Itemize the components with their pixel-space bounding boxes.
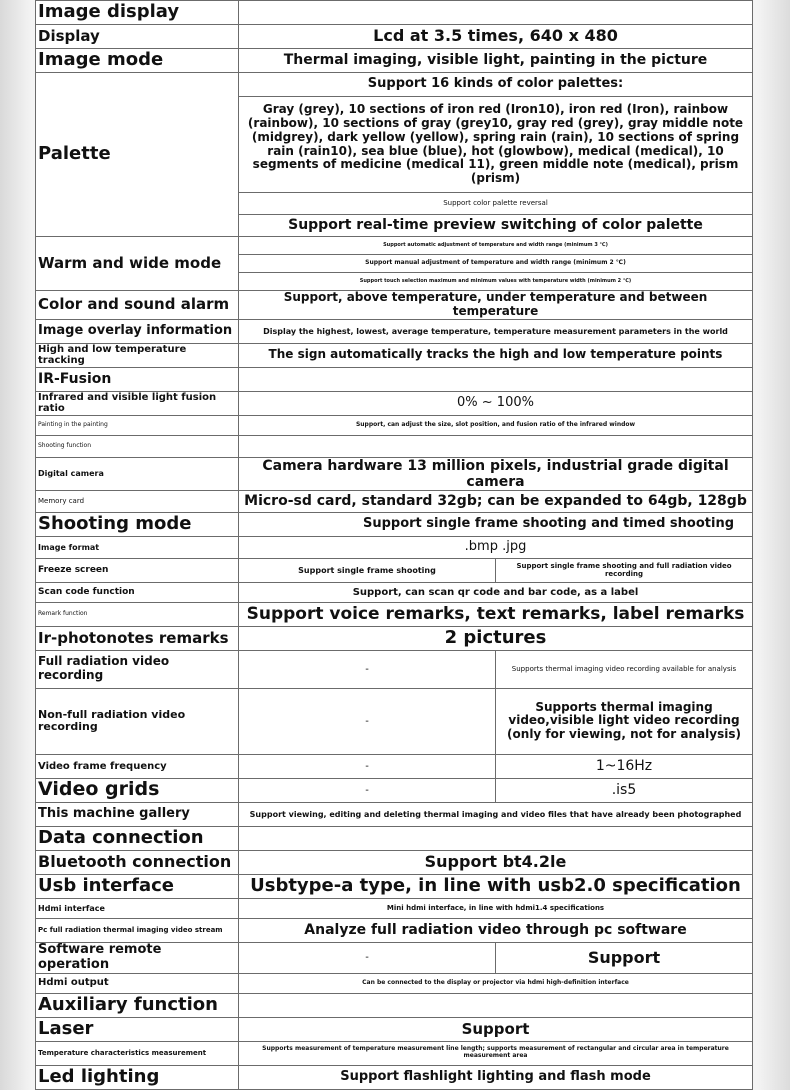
row-value-freeze-2: Support single frame shooting and full radiation video recording xyxy=(496,558,753,582)
table-row xyxy=(36,918,753,942)
row-label-hdmi-interface: Hdmi interface xyxy=(36,898,239,918)
palette-reversal-text: Support color palette reversal xyxy=(239,193,753,215)
table-row xyxy=(36,850,753,874)
palette-count-text: Support 16 kinds of color palettes: xyxy=(239,73,753,97)
section-title-image-display: Image display xyxy=(36,1,239,25)
row-value-remark: Support voice remarks, text remarks, label remarks xyxy=(239,602,753,626)
row-value-display: Lcd at 3.5 times, 640 x 480 xyxy=(239,25,753,49)
table-row xyxy=(36,778,753,802)
row-value-remote-2: Support xyxy=(496,942,753,973)
table-row xyxy=(36,343,753,367)
row-value-pc-stream: Analyze full radiation video through pc software xyxy=(239,918,753,942)
table-row xyxy=(36,1041,753,1065)
table-row xyxy=(36,512,753,536)
row-label-hdmi-output: Hdmi output xyxy=(36,973,239,993)
row-value-memory-card: Micro-sd card, standard 32gb; can be expanded to 64gb, 128gb xyxy=(239,490,753,512)
table-row xyxy=(36,457,753,490)
section-row-data-connection xyxy=(36,826,753,850)
row-value-digital-camera: Camera hardware 13 million pixels, industrial grade digital camera xyxy=(239,457,753,490)
section-row-ir-fusion xyxy=(36,367,753,391)
table-row xyxy=(36,73,753,97)
row-value-shooting-mode: Support single frame shooting and timed shooting xyxy=(239,512,753,536)
row-label-remote: Software remote operation xyxy=(36,942,239,973)
row-value-video-grids-1: - xyxy=(239,778,496,802)
row-label-temp-char: Temperature characteristics measurement xyxy=(36,1041,239,1065)
table-row xyxy=(36,291,753,320)
row-value-nonfull-video-2: Supports thermal imaging video,visible light video recording (only for viewing, not for analysis) xyxy=(496,688,753,754)
row-label-freeze: Freeze screen xyxy=(36,558,239,582)
table-row xyxy=(36,1017,753,1041)
table-row xyxy=(36,688,753,754)
row-label-bluetooth: Bluetooth connection xyxy=(36,850,239,874)
table-row xyxy=(36,391,753,415)
table-row xyxy=(36,25,753,49)
section-title-auxiliary-function: Auxiliary function xyxy=(36,993,239,1017)
spec-table xyxy=(35,0,753,1090)
row-value-video-grids-2: .is5 xyxy=(496,778,753,802)
table-row xyxy=(36,754,753,778)
row-value-full-video-2: Supports thermal imaging video recording available for analysis xyxy=(496,650,753,688)
row-label-nonfull-video: Non-full radiation video recording xyxy=(36,688,239,754)
row-value-frame-freq-1: - xyxy=(239,754,496,778)
row-value-temp-char: Supports measurement of temperature measurement line length; supports measurement of rectangular and circular area in temperature measurement area xyxy=(239,1041,753,1065)
row-value-image-format: .bmp .jpg xyxy=(239,536,753,558)
warm-wide-auto-text: Support automatic adjustment of temperature and width range (minimum 3 ℃) xyxy=(239,237,753,255)
row-label-pc-stream: Pc full radiation thermal imaging video stream xyxy=(36,918,239,942)
table-row xyxy=(36,874,753,898)
row-label-image-mode: Image mode xyxy=(36,49,239,73)
table-row xyxy=(36,415,753,435)
row-value-remote-1: - xyxy=(239,942,496,973)
row-label-led: Led lighting xyxy=(36,1065,239,1089)
row-value-freeze-1: Support single frame shooting xyxy=(239,558,496,582)
row-label-shooting-mode: Shooting mode xyxy=(36,512,239,536)
table-row xyxy=(36,973,753,993)
row-label-usb: Usb interface xyxy=(36,874,239,898)
row-value-overlay: Display the highest, lowest, average temperature, temperature measurement parameters in the world xyxy=(239,319,753,343)
row-value-full-video-1: - xyxy=(239,650,496,688)
row-label-display: Display xyxy=(36,25,239,49)
palette-preview-text: Support real-time preview switching of color palette xyxy=(239,215,753,237)
table-row xyxy=(36,650,753,688)
row-label-pip: Painting in the painting xyxy=(36,415,239,435)
section-row-auxiliary-function xyxy=(36,993,753,1017)
row-value-scan-code: Support, can scan qr code and bar code, as a label xyxy=(239,582,753,602)
warm-wide-touch-text: Support touch selection maximum and minimum values with temperature width (minimum 2 ℃) xyxy=(239,273,753,291)
row-label-image-format: Image format xyxy=(36,536,239,558)
palette-list-text: Gray (grey), 10 sections of iron red (Iron10), iron red (Iron), rainbow (rainbow), 10 sections of gray (grey10, gray red (grey), gray middle note (midgrey), dark yellow (yellow), spring rain (rain), 10 sections of spring rain (rain10), sea blue (blue), hot (glowbow), medical (medical), 10 segments of medicine (medical 11), green middle note (medical), prism (prism) xyxy=(239,97,753,193)
section-row-shooting-function xyxy=(36,435,753,457)
row-label-tracking: High and low temperature tracking xyxy=(36,343,239,367)
row-value-color-alarm: Support, above temperature, under temperature and between temperature xyxy=(239,291,753,320)
row-label-overlay: Image overlay information xyxy=(36,319,239,343)
row-value-fusion-ratio: 0% ~ 100% xyxy=(239,391,753,415)
row-value-laser: Support xyxy=(239,1017,753,1041)
row-label-gallery: This machine gallery xyxy=(36,802,239,826)
table-row xyxy=(36,626,753,650)
row-value-led: Support flashlight lighting and flash mode xyxy=(239,1065,753,1089)
table-row xyxy=(36,582,753,602)
row-value-usb: Usbtype-a type, in line with usb2.0 specification xyxy=(239,874,753,898)
table-row xyxy=(36,558,753,582)
table-row xyxy=(36,319,753,343)
row-label-scan-code: Scan code function xyxy=(36,582,239,602)
row-value-tracking: The sign automatically tracks the high and low temperature points xyxy=(239,343,753,367)
table-row xyxy=(36,536,753,558)
row-value-hdmi-output: Can be connected to the display or projector via hdmi high-definition interface xyxy=(239,973,753,993)
row-value-image-mode: Thermal imaging, visible light, painting in the picture xyxy=(239,49,753,73)
table-row xyxy=(36,49,753,73)
row-value-nonfull-video-1: - xyxy=(239,688,496,754)
row-value-hdmi-interface: Mini hdmi interface, in line with hdmi1.4 specifications xyxy=(239,898,753,918)
row-label-video-grids: Video grids xyxy=(36,778,239,802)
row-label-memory-card: Memory card xyxy=(36,490,239,512)
row-label-photonotes: Ir-photonotes remarks xyxy=(36,626,239,650)
row-label-warm-wide: Warm and wide mode xyxy=(36,237,239,291)
row-label-digital-camera: Digital camera xyxy=(36,457,239,490)
section-title-data-connection: Data connection xyxy=(36,826,239,850)
row-label-fusion-ratio: Infrared and visible light fusion ratio xyxy=(36,391,239,415)
row-label-frame-freq: Video frame frequency xyxy=(36,754,239,778)
row-value-frame-freq-2: 1~16Hz xyxy=(496,754,753,778)
table-row xyxy=(36,942,753,973)
section-title-ir-fusion: IR-Fusion xyxy=(36,367,239,391)
row-label-laser: Laser xyxy=(36,1017,239,1041)
warm-wide-manual-text: Support manual adjustment of temperature and width range (minimum 2 ℃) xyxy=(239,255,753,273)
table-row xyxy=(36,898,753,918)
table-row xyxy=(36,1065,753,1089)
table-row xyxy=(36,490,753,512)
row-label-full-video: Full radiation video recording xyxy=(36,650,239,688)
row-label-remark: Remark function xyxy=(36,602,239,626)
section-title-shooting-function: Shooting function xyxy=(36,435,239,457)
row-value-photonotes: 2 pictures xyxy=(239,626,753,650)
section-row-image-display xyxy=(36,1,753,25)
table-row xyxy=(36,237,753,255)
row-value-gallery: Support viewing, editing and deleting thermal imaging and video files that have already been photographed xyxy=(239,802,753,826)
table-row xyxy=(36,602,753,626)
row-label-color-alarm: Color and sound alarm xyxy=(36,291,239,320)
row-label-palette: Palette xyxy=(36,73,239,237)
table-row xyxy=(36,802,753,826)
row-value-bluetooth: Support bt4.2le xyxy=(239,850,753,874)
row-value-pip: Support, can adjust the size, slot position, and fusion ratio of the infrared window xyxy=(239,415,753,435)
